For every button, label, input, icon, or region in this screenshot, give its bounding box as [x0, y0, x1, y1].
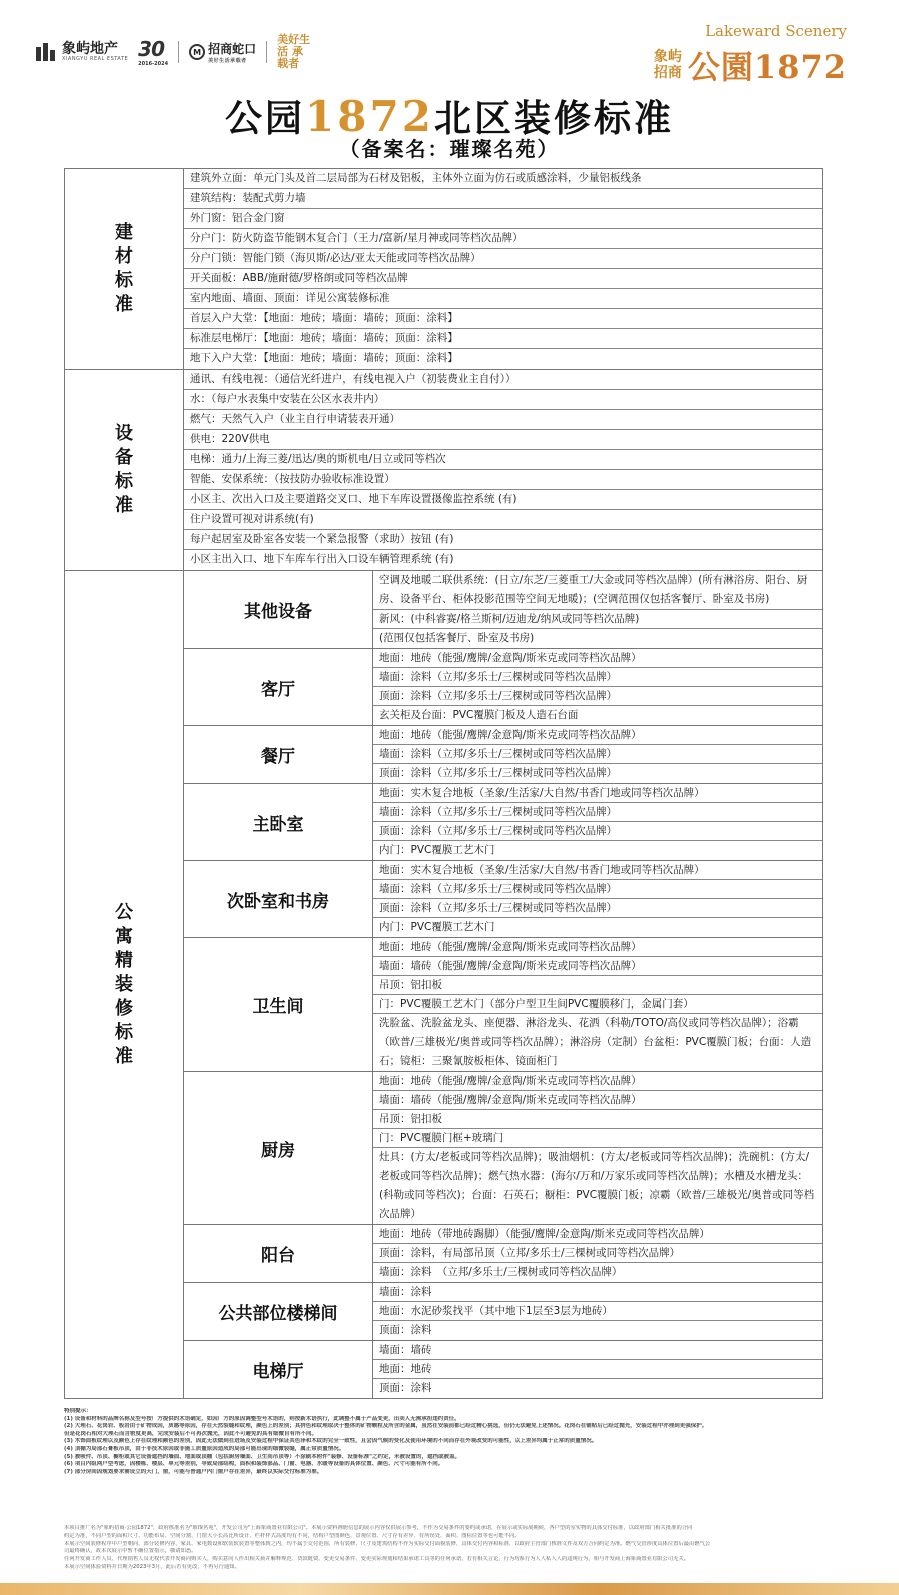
note-line: (3) 木饰面板纹理以及颜色上存在纹理和颜色的差别，因此无法做到在进场及安装过程中保证其色泽和木纹的完全一致性，且会因气候的变化及使用环境的不同而存在外观改变的可能性，以上差异均属于正常的质量情况。 — [64, 1438, 598, 1445]
spec-row: 吊顶：铝扣板 — [373, 1110, 822, 1129]
category-cell — [65, 571, 184, 1398]
note-line: (6) 项目内组网户型考虑，因楼栋、楼层、单元等差别，导致局部结构，面积和装饰部品、门窗、电器、水暖等设备的具体位置、颜色、尺寸可能有所不同。 — [64, 1461, 444, 1468]
spec-row: 顶面：涂料（立邦/多乐士/三棵树或同等档次品牌） — [379, 767, 618, 779]
spec-row: 顶面：涂料（立邦/多乐士/三棵树或同等档次品牌） — [373, 687, 822, 706]
logo-divider — [266, 41, 267, 63]
spec-row: 吊顶：铝扣板 — [373, 976, 822, 995]
brand-cn-line-2: 招商 — [653, 65, 682, 81]
spec-row: 墙面：墙砖（能强/鹰牌/金意陶/斯米克或同等档次品牌） — [373, 1091, 822, 1110]
special-notes — [64, 1408, 824, 1476]
title-number: 1872 — [305, 92, 434, 141]
room-balcony — [184, 1225, 822, 1283]
spec-row: 通讯、有线电视：（通信光纤进户，有线电视入户（初装费业主自付）） — [184, 370, 822, 390]
spec-row: 智能、安保系统：（按技防办验收标准设置） — [184, 470, 822, 490]
title-suffix: 北区装修标准 — [433, 97, 674, 140]
spec-row: 新风：(中科睿赛/格兰斯柯/迈迪龙/纳风或同等档次品牌) — [373, 610, 822, 629]
room-name: 客厅 — [184, 649, 373, 725]
spec-row: 地面：地砖（能强/鹰牌/金意陶/斯米克或同等档次品牌） — [373, 649, 822, 668]
spec-row: 首层入户大堂：【地面：地砖；墙面：墙砖；顶面：涂料】 — [184, 309, 822, 329]
spec-row: 顶面：涂料（立邦/多乐士/三棵树或同等档次品牌） — [373, 899, 822, 918]
room-name: 电梯厅 — [184, 1341, 373, 1398]
disclaimer-line: 约定为准，不同户型的面积尺寸、功能布局、空间分割、门窗大小长高比所设计、栏杆样式高度均有不同，结构户型图颜色、景观位置、尺寸存有差异、有所误处，面积、图标位置等也可能不同。 — [64, 1532, 520, 1539]
disclaimer-line: 司最终确认，故本次展示中暂不确位置指示，敬请知悉。 — [64, 1548, 197, 1555]
spec-row: 地下入户大堂：【地面：地砖；墙面：墙砖；顶面：涂料】 — [190, 352, 458, 364]
spec-row: 地面：实木复合地板（圣象/生活家/大自然/书香门地或同等档次品牌） — [373, 861, 822, 880]
spec-row: 地面：地砖（能强/鹰牌/金意陶/斯米克或同等档次品牌） — [373, 726, 822, 745]
room-master-bedroom — [184, 784, 822, 861]
xiangyu-en: XIANGYU REAL ESTATE — [62, 56, 129, 62]
spec-row: 燃气：天然气入户（业主自行申请装表开通） — [184, 410, 822, 430]
xiangyu-name: 象屿地产 — [62, 41, 118, 57]
spec-row: 墙面：墙砖（能强/鹰牌/金意陶/斯米克或同等档次品牌） — [373, 957, 822, 976]
note-line: (1) 设备和材料的品牌名称及型号按厂方提供的术语确定，如因厂方的原因调整型号术语的，则按新术语执行，此调整不属于产品变更，出卖人无需承担违约责任。 — [64, 1415, 460, 1422]
category-label: 设备标准 — [115, 423, 133, 516]
spec-row: 灶具：(方太/老板或同等档次品牌)；吸油烟机：(方太/老板或同等档次品牌)；洗碗机：(方太/老板或同等档次品牌)；燃气热水器：(海尔/万和/万家乐或同等档次品牌)；水槽及水槽龙头：(科勒或同等档次)；台面：石英石；橱柜：PVC覆膜门板；凉霸（欧普/三雄极光/奥普或同等档次品牌） — [379, 1151, 815, 1220]
spec-row: 墙面：涂料（立邦/多乐士/三棵树或同等档次品牌） — [373, 668, 822, 687]
spec-row: 室内地面、墙面、顶面：详见公寓装修标准 — [184, 289, 822, 309]
note-line: (5) 被吸件、吊顶、橱柜或其它设备遮挡的墙面、地面或顶棚（包括厨房墙面、卫生间吊顶等）不涂刷本附件"装修、设备标准"之约定，未被设置的，遮挡或被盖。 — [64, 1453, 461, 1460]
brand-name: 公園1872 — [687, 48, 847, 86]
spec-row: 玄关柜及台面：PVC覆膜门板及人造石台面 — [379, 709, 579, 721]
room-second-bedroom-study — [184, 861, 822, 938]
disclaimer — [64, 1525, 824, 1572]
spec-row: 建筑外立面：单元门头及首二层局部为石材及铝板，主体外立面为仿石或质感涂料，少量铝板线条 — [184, 169, 822, 189]
cmsk-name: 招商蛇口 — [208, 42, 257, 56]
spec-row: 地面：地砖 — [373, 1360, 822, 1379]
equipment-section — [65, 370, 822, 571]
spec-row: 分户门锁：智能门锁（海贝斯/必达/亚太天能或同等档次品牌） — [184, 249, 822, 269]
title-prefix: 公园 — [225, 97, 306, 140]
room-dining — [184, 726, 822, 784]
spec-row: 小区主、次出入口及主要道路交叉口、地下车库设置摄像监控系统 (有) — [184, 490, 822, 510]
spec-row: 电梯：通力/上海三菱/迅达/奥的斯机电/日立或同等档次 — [184, 450, 822, 470]
spec-row: 顶面：涂料（立邦/多乐士/三棵树或同等档次品牌） — [373, 822, 822, 841]
spec-row: 地面：实木复合地板（圣象/生活家/大自然/书香门地或同等档次品牌） — [373, 784, 822, 803]
brand-cn-line-1: 象屿 — [653, 49, 682, 65]
note-line: 但是花岗石相对大理石而言密度更高，完成安装后不可再次抛光，因此不可避免的具有细微自有所不同。 — [64, 1430, 318, 1437]
room-name: 其他设备 — [184, 571, 373, 648]
spec-row: 墙面：涂料 — [373, 1283, 822, 1302]
note-line: (4) 顶棚为局部石膏板吊顶，由于非技术原因或非施工质量原因造成的局部可能出现的细微裂缝，属正常质量情况。 — [64, 1445, 345, 1452]
spec-row: 墙面：涂料（立邦/多乐士/三棵树或同等档次品牌） — [373, 745, 822, 764]
spec-row: 墙面：涂料 （立邦/多乐士/三棵树或同等档次品牌） — [379, 1266, 623, 1278]
room-bathroom — [184, 938, 822, 1072]
header — [0, 0, 899, 90]
notes-title: 特别提示： — [64, 1408, 92, 1414]
spec-row: 供电：220V供电 — [184, 430, 822, 450]
anniversary-number: 30 — [138, 37, 165, 61]
spec-row: 地面：地砖（能强/鹰牌/金意陶/斯米克或同等档次品牌） — [373, 938, 822, 957]
spec-row: 地面：水泥砂浆找平（其中地下1层至3层为地砖） — [373, 1302, 822, 1321]
spec-row: (范围仅包括客餐厅、卧室及书房) — [379, 632, 535, 644]
cmsk-sub: 美好生活承载者 — [208, 58, 247, 64]
room-name: 次卧室和书房 — [184, 861, 373, 937]
category-cell — [65, 169, 184, 369]
spec-row: 地面：地砖（带地砖踢脚）（能强/鹰牌/金意陶/斯米克或同等档次品牌） — [373, 1225, 822, 1244]
spec-row: 开关面板：ABB/施耐德/罗格朗或同等档次品牌 — [184, 269, 822, 289]
spec-row: 小区主出入口、地下车库车行出入口设车辆管理系统 (有) — [190, 553, 454, 565]
room-living — [184, 649, 822, 726]
spec-row: 顶面：涂料 — [379, 1324, 432, 1336]
note-line: (2) 大理石、花岗岩、板岩由于矿物成因，质感等原因，存在天然裂缝和纹理，颜色上的差别；其拼色和纹理取决于整体的矿物颗粒及所含的金属，虽然在安装前都已经过精心挑选，但仍无法避免上述情况。花岗石在铺贴后已经过抛光，安装过程中亦理到更强保护。 — [64, 1423, 708, 1430]
spec-row: 墙面：墙砖 — [373, 1341, 822, 1360]
xiangyu-mark-icon — [36, 43, 58, 61]
disclaimer-line: 本展示空间体验资料并日期为2023年3月，此后若有更改，不再另行通知。 — [64, 1563, 240, 1570]
developer-logos — [36, 34, 313, 70]
spec-row: 住户设置可视对讲系统(有) — [184, 510, 822, 530]
room-elevator-hall — [184, 1341, 822, 1398]
spec-row: 门：PVC覆膜工艺木门（部分户型卫生间PVC覆膜移门，金属门套） — [373, 995, 822, 1014]
spec-row: 建筑结构：装配式剪力墙 — [184, 189, 822, 209]
anniversary-years: 2016-2024 — [138, 61, 169, 67]
logo-divider — [178, 41, 179, 63]
disclaimer-line: 任何开发商工作人员、代理销售人员无权代表开发商向购买人，购买意向人作出相关须并解释规范、贷款链资、变更交易条件、变更实际规划和结果承诺工具等的任何承诺，若有相关言论，行为均系行为人人私人人的违规行为，相与开发商上海象商置业有限公司无关。 — [64, 1556, 690, 1563]
category-label: 建材标准 — [115, 222, 133, 315]
category-label: 公寓精装修标准 — [115, 901, 133, 1067]
room-name: 餐厅 — [184, 726, 373, 783]
spec-row: 标准层电梯厅：【地面：地砖；墙面：墙砖；顶面：涂料】 — [184, 329, 822, 349]
room-name: 卫生间 — [184, 938, 373, 1071]
life-slogan-logo: 美好生活 承载者 — [277, 33, 311, 70]
room-kitchen — [184, 1072, 822, 1225]
cmsk-logo — [189, 40, 256, 64]
spec-row: 墙面：涂料（立邦/多乐士/三棵树或同等档次品牌） — [373, 880, 822, 899]
room-public-stairwell — [184, 1283, 822, 1341]
spec-row: 墙面：涂料（立邦/多乐士/三棵树或同等档次品牌） — [373, 803, 822, 822]
disclaimer-line: 本展示空间装修程序中户型朝向、部分装修内容、家具、家电数设和软装软装置等整体到之内，均不属于交付范围，所有装修、尺寸及建筑结构不作为实际交付面貌装修，具体交付内容和标准，以政府主管部门核准文件及双方合同约定为准。燃气交管涉度具体位置后最由燃气公 — [64, 1540, 711, 1547]
room-name: 阳台 — [184, 1225, 373, 1282]
spec-row: 水：（每户水表集中安装在公区水表井内） — [184, 390, 822, 410]
spec-row: 每户起居室及卧室各安装一个紧急报警（求助）按钮 (有) — [184, 530, 822, 550]
decorative-bottom-band — [0, 1583, 899, 1595]
decoration-standard-table — [64, 168, 823, 1399]
spec-row: 内门：PVC覆膜工艺木门 — [379, 921, 495, 933]
spec-row: 分户门：防火防盗节能钢木复合门（王力/富新/星月神或同等档次品牌） — [184, 229, 822, 249]
spec-row: 地面：地砖（能强/鹰牌/金意陶/斯米克或同等档次品牌） — [373, 1072, 822, 1091]
room-name: 公共部位楼梯间 — [184, 1283, 373, 1340]
room-name: 主卧室 — [184, 784, 373, 860]
spec-row: 洗脸盆、洗脸盆龙头、座便器、淋浴龙头、花洒（科勒/TOTO/高仪或同等档次品牌）；浴霸（欧普/三雄极光/奥普或同等档次品牌）；淋浴房（定制）台盆柜：PVC覆膜门板；台面：人造石；镜柜：三聚氰胺板柜体、镜面柜门 — [379, 1017, 812, 1067]
apartment-section — [65, 571, 822, 1398]
disclaimer-line: 本项目推广名为"象屿招商·公园1872"，政府核准名为"璀璨名苑"，开发公司为"上海象商置业有限公司"。本展示资料画册信息的展示内容仅供展示参考，不作为交易条件的要约或承诺，在展示或实际展期候，各户型的室实物的具体交付标准，以政府部门相关批准的合同 — [64, 1525, 693, 1531]
xiangyu-logo — [36, 42, 128, 62]
room-name: 厨房 — [184, 1072, 373, 1224]
spec-row: 内门：PVC覆膜工艺木门 — [379, 844, 495, 856]
project-brand — [654, 22, 847, 88]
note-line: (7) 部分房间因规划要求需设立的天门，窗，可能与普通户内门窗户存在差异，最终以实际交付标准为准。 — [64, 1468, 323, 1475]
spec-row: 门：PVC覆膜门框+玻璃门 — [373, 1129, 822, 1148]
spec-row: 外门窗：铝合金门窗 — [184, 209, 822, 229]
spec-row: 空调及地暖二联供系统：(日立/东芝/三菱重工/大金或同等档次品牌）(所有淋浴房、阳台、厨房、设备平台、柜体投影范围等空间无地暖)；(空调范围仅包括客餐厅、卧室及书房) — [373, 571, 822, 610]
spec-row: 顶面：涂料 — [379, 1382, 432, 1394]
page-subtitle: （备案名：璀璨名苑） — [339, 137, 560, 161]
brand-english: Lakeward Scenery — [705, 22, 847, 40]
anniversary-logo — [138, 37, 168, 67]
room-other-equipment — [184, 571, 822, 649]
spec-row: 顶面：涂料，有局部吊顶（立邦/多乐士/三棵树或同等档次品牌） — [373, 1244, 822, 1263]
materials-section — [65, 169, 822, 370]
cmsk-mark-icon: M — [189, 44, 205, 60]
category-cell — [65, 370, 184, 570]
